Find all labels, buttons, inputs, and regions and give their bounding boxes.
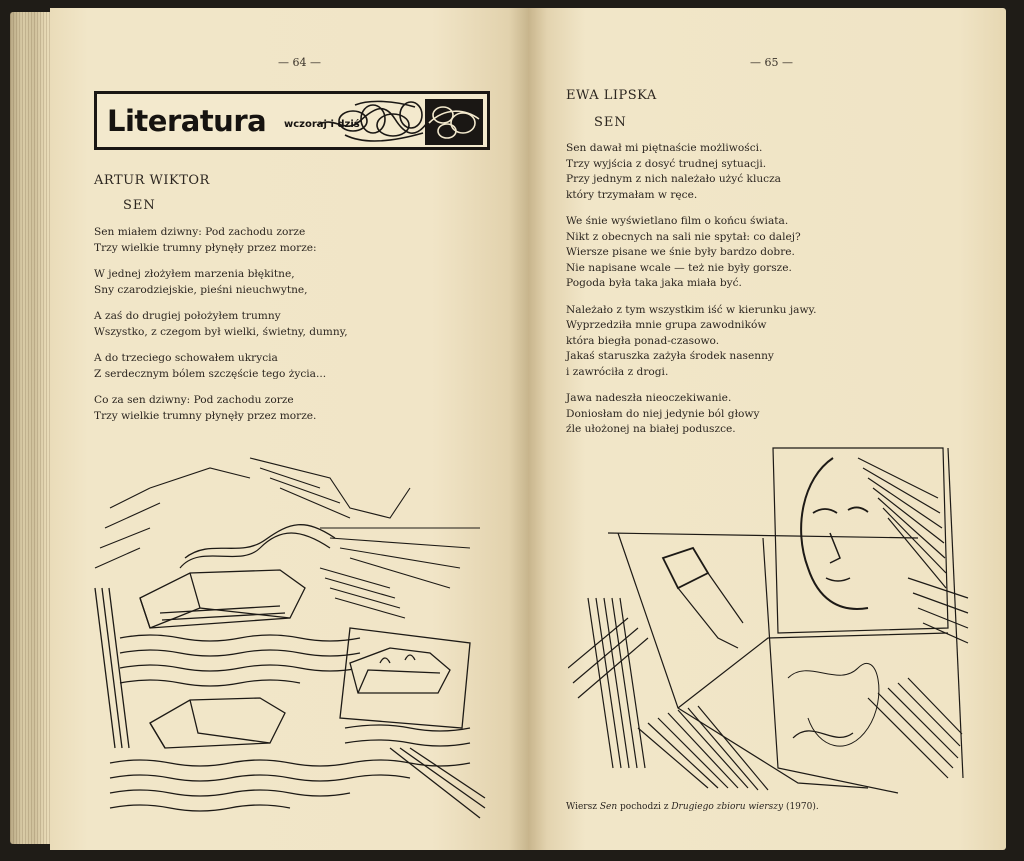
- banner-subtitle: wczoraj i dziś: [284, 119, 360, 130]
- poem-title: SEN: [123, 198, 156, 213]
- poem-line: który trzymałam w ręce.: [566, 188, 698, 201]
- poem-line: Trzy wielkie trumny płynęły przez morze.: [94, 409, 317, 422]
- poem-line: Pogoda była taka jaka miała być.: [566, 277, 742, 289]
- stanza: [566, 391, 816, 438]
- poem-line: A zaś do drugiej położyłem trumny: [94, 310, 281, 322]
- poem-line: W jednej złożyłem marzenia błękitne,: [94, 268, 295, 280]
- literatura-banner: [94, 91, 490, 150]
- poem-title: SEN: [594, 115, 627, 130]
- caption-middle: pochodzi z: [620, 802, 669, 812]
- page-edges: [10, 12, 54, 844]
- banner-title: Literatura: [107, 104, 267, 138]
- stanza: [566, 303, 816, 381]
- poem-line: Sny czarodziejskie, pieśni nieuchwytne,: [94, 283, 308, 296]
- poem-line: Przy jednym z nich należało użyć klucza: [566, 173, 781, 185]
- stanza: [94, 267, 348, 298]
- coffins-at-sea-illustration: [90, 448, 490, 828]
- poem-author: ARTUR WIKTOR: [94, 173, 210, 188]
- poem-text: [94, 225, 348, 435]
- right-page: [528, 8, 1006, 850]
- poem-line: Sen miałem dziwny: Pod zachodu zorze: [94, 226, 306, 238]
- caption-poem: Sen: [599, 802, 618, 812]
- illustration-caption: [566, 802, 819, 812]
- poem-line: Wszystko, z czegom był wielki, świetny, dumny,: [94, 325, 348, 338]
- poem-line: Z serdecznym bólem szczęście tego życia...: [94, 367, 327, 380]
- poem-line: Co za sen dziwny: Pod zachodu zorze: [94, 394, 294, 406]
- poem-line: Jawa nadeszła nieoczekiwanie.: [566, 392, 732, 404]
- poem-line: i zawróciła z drogi.: [566, 365, 669, 378]
- caption-book: Drugiego zbioru wierszy: [671, 802, 784, 812]
- open-book: [10, 8, 1006, 850]
- poem-line: Wyprzedziła mnie grupa zawodników: [566, 319, 767, 331]
- poem-line: która biegła ponad-czasowo.: [566, 334, 720, 347]
- poem-line: We śnie wyświetlano film o końcu świata.: [566, 215, 789, 227]
- poem-line: Wiersze pisane we śnie były bardzo dobre.: [566, 246, 795, 258]
- abstract-face-illustration: [568, 438, 978, 798]
- stanza: [566, 214, 816, 292]
- caption-year: (1970).: [785, 802, 819, 812]
- caption-prefix: Wiersz: [566, 802, 597, 812]
- poem-line: Nikt z obecnych na sali nie spytał: co dalej?: [566, 230, 801, 243]
- poem-line: Doniosłam do niej jedynie ból głowy: [566, 407, 760, 420]
- stanza: [566, 141, 816, 203]
- stanza: [94, 393, 348, 424]
- poem-author: EWA LIPSKA: [566, 88, 657, 103]
- poem-line: A do trzeciego schowałem ukrycia: [94, 352, 278, 364]
- poem-line: Jakaś staruszka zażyła środek nasenny: [566, 350, 774, 362]
- poem-line: Należało z tym wszystkim iść w kierunku jawy.: [566, 303, 817, 316]
- stanza: [94, 309, 348, 340]
- poem-line: Sen dawał mi piętnaście możliwości.: [566, 142, 763, 154]
- stanza: [94, 225, 348, 256]
- poem-line: Trzy wyjścia z dosyć trudnej sytuacji.: [566, 157, 767, 170]
- poem-line: Nie napisane wcale — też nie były gorsze.: [566, 261, 792, 274]
- poem-line: źle ułożonej na białej poduszce.: [566, 423, 736, 435]
- left-page: [50, 8, 528, 850]
- stanza: [94, 351, 348, 382]
- ornament-scribble: [315, 95, 485, 147]
- poem-text: [566, 141, 816, 449]
- page-number: — 65 —: [750, 56, 793, 69]
- poem-line: Trzy wielkie trumny płynęły przez morze:: [94, 241, 317, 254]
- page-number: — 64 —: [278, 56, 321, 69]
